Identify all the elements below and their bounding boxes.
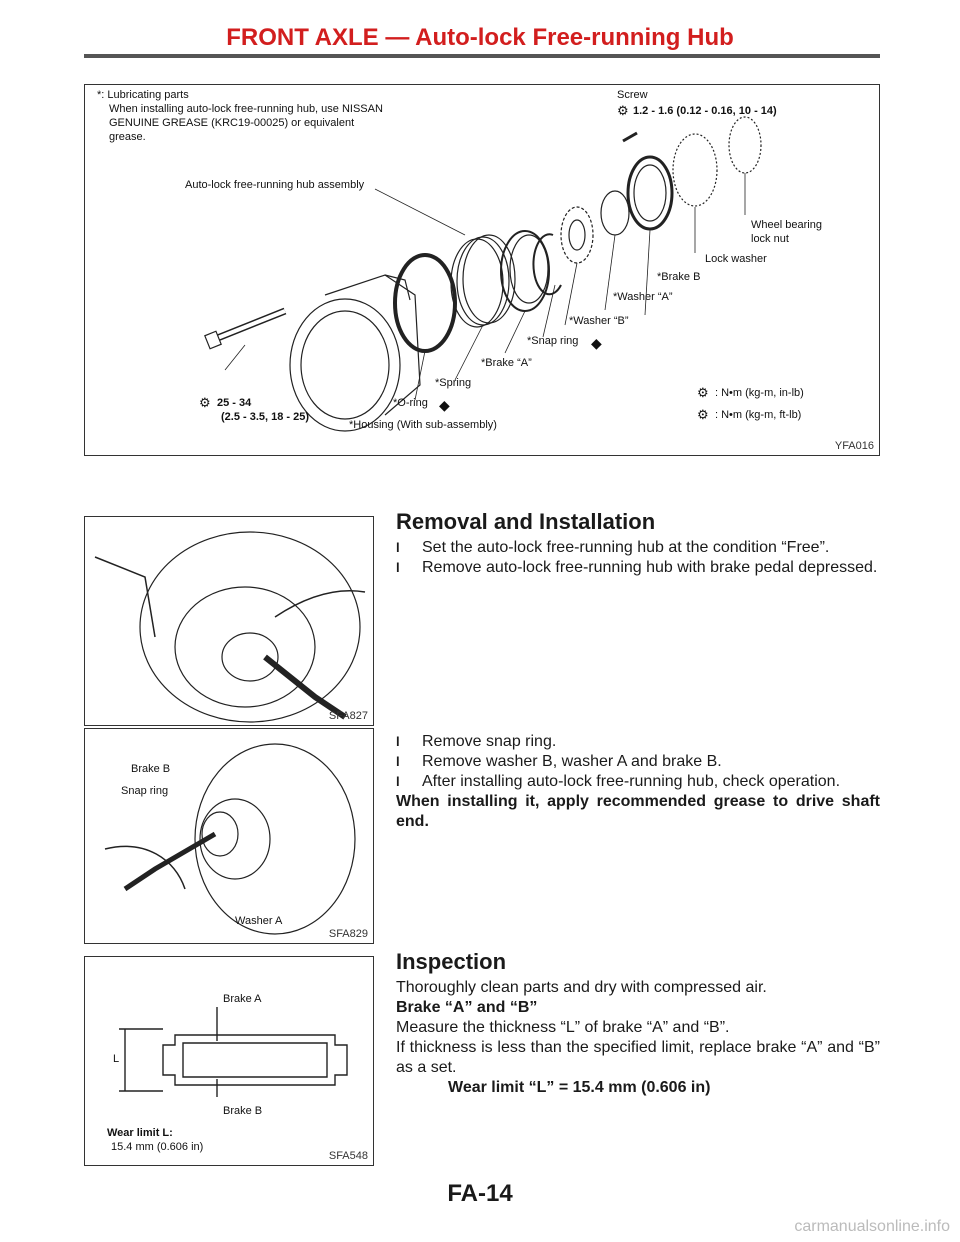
exploded-view-figure (84, 84, 880, 456)
o-ring-tool-icon: ◆ (439, 397, 450, 413)
bullet-mark: l (396, 754, 400, 769)
washer-b-shape (561, 207, 593, 263)
figure-code: SFA829 (328, 928, 368, 940)
inspection-section (396, 949, 880, 1098)
brake-b-label: Brake B (223, 1105, 263, 1117)
bullet-mark: l (396, 734, 400, 749)
spring-label: *Spring (435, 377, 472, 389)
page-header-title: FRONT AXLE — Auto-lock Free-running Hub (226, 24, 734, 51)
bullet-item (396, 538, 880, 558)
figure-code: SFA548 (328, 1150, 368, 1162)
lock-nut-shape (729, 117, 761, 173)
bullet-mark: l (396, 560, 400, 575)
bullet-text: Remove washer B, washer A and brake B. (422, 753, 722, 770)
lock-washer-shape (673, 134, 717, 206)
legend-in-lb-label: : N•m (kg-m, in-lb) (715, 387, 804, 399)
washer-a-label: Washer A (235, 915, 283, 927)
brake-b-label: Brake B (131, 763, 171, 775)
snap-ring-label: Snap ring (121, 785, 169, 797)
torque-icon: ⚙ (617, 103, 629, 118)
housing-label: *Housing (With sub-assembly) (349, 419, 497, 431)
lubricating-note-line2: When installing auto-lock free-running hub, use NISSAN (109, 103, 383, 115)
figure-code: YFA016 (834, 440, 874, 452)
snap-ring-label: *Snap ring (527, 335, 579, 347)
header-rule (84, 54, 880, 58)
brake-a-label: *Brake “A” (481, 357, 532, 369)
removal-heading: Removal and Installation (396, 509, 656, 534)
washer-a-shape (601, 191, 629, 235)
figure-code: SFA827 (328, 710, 368, 722)
bullet-item (396, 732, 880, 752)
brake-thickness-figure (84, 956, 374, 1166)
screw-torque-label: 1.2 - 1.6 (0.12 - 0.16, 10 - 14) (633, 105, 777, 117)
wear-limit-line1: Wear limit L: (107, 1127, 173, 1139)
inspection-text: If thickness is less than the specified limit, replace brake “A” and “B” as a set. (396, 1039, 880, 1076)
bullet-mark: l (396, 540, 400, 555)
bullet-item (396, 772, 880, 792)
bullet-text: After installing auto-lock free-running hub, check operation. (422, 773, 841, 790)
inspection-text: Measure the thickness “L” of brake “A” and “B”. (396, 1019, 730, 1036)
washer-b-label: *Washer “B” (569, 315, 629, 327)
washer-a-label: *Washer “A” (613, 291, 673, 303)
inspection-heading: Inspection (396, 949, 507, 974)
bolt-torque-label-a: 25 - 34 (217, 397, 252, 409)
removal-steps-section (396, 732, 880, 832)
bullet-item (396, 558, 880, 578)
wheel-bearing-label-1: Wheel bearing (751, 219, 822, 231)
inspection-subheading: Brake “A” and “B” (396, 999, 538, 1016)
grease-note: When installing it, apply recommended grease to drive shaft end. (396, 793, 880, 830)
bullet-text: Remove snap ring. (422, 733, 557, 750)
screw-label: Screw (617, 89, 648, 101)
inspection-text: Thoroughly clean parts and dry with compressed air. (396, 979, 767, 996)
bullet-item (396, 752, 880, 772)
bullet-text: Remove auto-lock free-running hub with brake pedal depressed. (422, 559, 878, 576)
screw-shape (623, 133, 637, 141)
lubricating-note-line4: grease. (109, 131, 146, 143)
snap-ring-tool-icon: ◆ (591, 335, 602, 351)
l-dimension-label: L (113, 1053, 120, 1065)
o-ring-shape (395, 255, 455, 351)
lock-washer-label: Lock washer (705, 253, 767, 265)
legend-ft-lb-label: : N•m (kg-m, ft-lb) (715, 409, 802, 421)
page-number: FA-14 (447, 1180, 513, 1207)
brake-b-label: *Brake B (657, 271, 701, 283)
snap-ring-drawing (85, 729, 373, 943)
torque-icon: ⚙ (697, 385, 709, 400)
watermark: carmanualsonline.info (794, 1218, 950, 1235)
torque-icon: ⚙ (697, 407, 709, 422)
torque-icon: ⚙ (199, 395, 211, 410)
bullet-text: Set the auto-lock free-running hub at the condition “Free”. (422, 539, 830, 556)
hub-assembly-label: Auto-lock free-running hub assembly (185, 179, 365, 191)
wear-limit-spec: Wear limit “L” = 15.4 mm (0.606 in) (448, 1079, 711, 1096)
removal-drawing (85, 517, 373, 725)
removal-section (396, 509, 880, 578)
removal-figure (84, 516, 374, 726)
wheel-bearing-label-2: lock nut (751, 233, 789, 245)
brake-a-label: Brake A (223, 993, 262, 1005)
wear-limit-line2: 15.4 mm (0.606 in) (111, 1141, 204, 1153)
lubricating-note-line3: GENUINE GREASE (KRC19-00025) or equivalent (109, 117, 355, 129)
snap-ring-figure (84, 728, 374, 944)
bolt-torque-label-b: (2.5 - 3.5, 18 - 25) (221, 411, 310, 423)
hub-bolt-shape (205, 311, 285, 349)
o-ring-label: *O-ring (393, 397, 428, 409)
lubricating-note-line1: *: Lubricating parts (97, 89, 189, 101)
bullet-mark: l (396, 774, 400, 789)
